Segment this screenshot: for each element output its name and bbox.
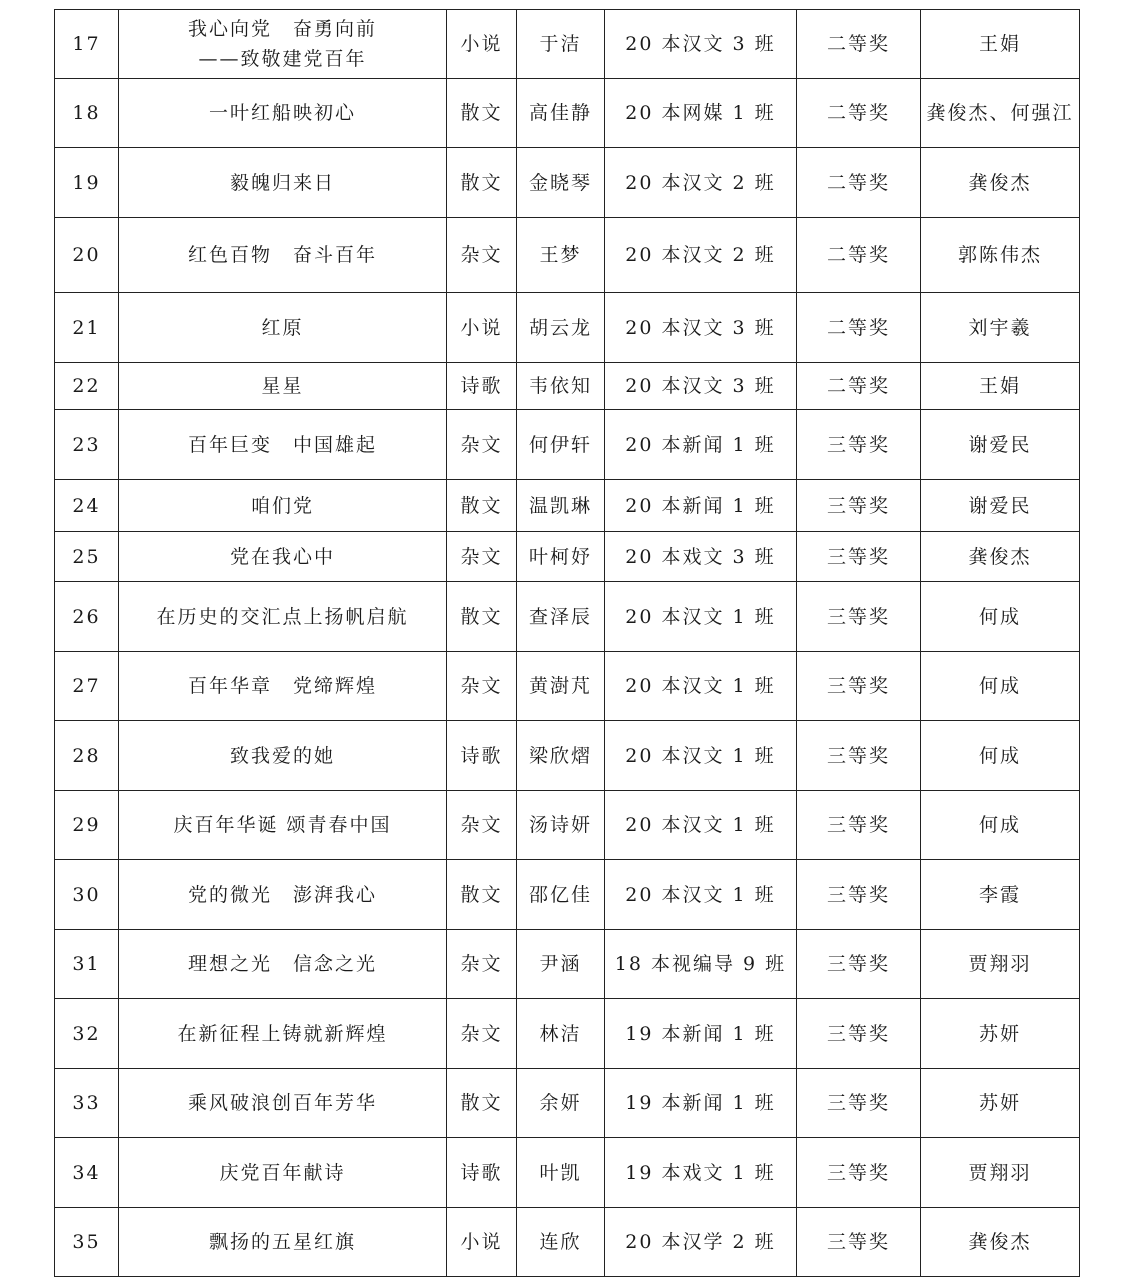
entry-genre: 杂文 bbox=[447, 999, 517, 1069]
entry-class: 20 本汉文 3 班 bbox=[605, 10, 797, 79]
entry-class: 20 本汉文 1 班 bbox=[605, 860, 797, 930]
entry-award: 三等奖 bbox=[797, 652, 921, 721]
entry-title-line: 一叶红船映初心 bbox=[208, 102, 356, 124]
table-row bbox=[55, 860, 1080, 930]
table-row bbox=[55, 293, 1080, 363]
entry-number: 31 bbox=[55, 930, 119, 999]
entry-title bbox=[119, 480, 447, 532]
entry-number: 24 bbox=[55, 480, 119, 532]
entry-award: 三等奖 bbox=[797, 410, 921, 480]
entry-advisor: 贾翔羽 bbox=[921, 930, 1080, 999]
entry-number: 26 bbox=[55, 582, 119, 652]
entry-title-line: ——致敬建党百年 bbox=[198, 48, 367, 70]
entry-number: 35 bbox=[55, 1208, 119, 1277]
entry-title-line: 党的微光 澎湃我心 bbox=[187, 883, 377, 906]
entry-advisor: 贾翔羽 bbox=[921, 1138, 1080, 1208]
table-row bbox=[55, 363, 1080, 410]
entry-title-line: 党在我心中 bbox=[229, 545, 335, 568]
entry-title bbox=[119, 721, 447, 791]
entry-author: 何伊轩 bbox=[517, 410, 605, 480]
entry-genre: 散文 bbox=[447, 860, 517, 930]
entry-genre: 小说 bbox=[447, 10, 517, 79]
entry-advisor: 何成 bbox=[921, 721, 1080, 791]
entry-title bbox=[119, 1069, 447, 1138]
entry-award: 三等奖 bbox=[797, 930, 921, 999]
entry-award: 三等奖 bbox=[797, 1208, 921, 1277]
entry-number: 20 bbox=[55, 218, 119, 293]
entry-title bbox=[119, 79, 447, 148]
table-row bbox=[55, 721, 1080, 791]
table-row bbox=[55, 410, 1080, 480]
entry-author: 高佳静 bbox=[517, 79, 605, 148]
entry-class: 20 本汉文 1 班 bbox=[605, 652, 797, 721]
entry-title bbox=[119, 10, 447, 79]
entry-genre: 杂文 bbox=[447, 652, 517, 721]
table-row bbox=[55, 480, 1080, 532]
entry-title-line: 百年华章 党缔辉煌 bbox=[187, 675, 377, 697]
table-row bbox=[55, 1069, 1080, 1138]
entry-advisor: 龚俊杰、何强江 bbox=[921, 79, 1080, 148]
entry-genre: 杂文 bbox=[447, 791, 517, 860]
table-body bbox=[55, 10, 1080, 1277]
entry-author: 尹涵 bbox=[517, 930, 605, 999]
entry-award: 二等奖 bbox=[797, 218, 921, 293]
entry-title bbox=[119, 1138, 447, 1208]
entry-class: 20 本网媒 1 班 bbox=[605, 79, 797, 148]
entry-advisor: 王娟 bbox=[921, 10, 1080, 79]
entry-title bbox=[119, 999, 447, 1069]
entry-number: 34 bbox=[55, 1138, 119, 1208]
entry-class: 20 本汉文 1 班 bbox=[605, 721, 797, 791]
table-row bbox=[55, 582, 1080, 652]
entry-title bbox=[119, 860, 447, 930]
entry-title bbox=[119, 148, 447, 218]
entry-number: 28 bbox=[55, 721, 119, 791]
entry-advisor: 谢爱民 bbox=[921, 480, 1080, 532]
entry-author: 余妍 bbox=[517, 1069, 605, 1138]
entry-class: 20 本汉文 3 班 bbox=[605, 363, 797, 410]
entry-author: 查泽辰 bbox=[517, 582, 605, 652]
entry-author: 王梦 bbox=[517, 218, 605, 293]
entry-title-line: 理想之光 信念之光 bbox=[187, 953, 377, 975]
entry-award: 二等奖 bbox=[797, 79, 921, 148]
entry-advisor: 何成 bbox=[921, 582, 1080, 652]
entry-number: 33 bbox=[55, 1069, 119, 1138]
entry-genre: 诗歌 bbox=[447, 1138, 517, 1208]
table-row bbox=[55, 1208, 1080, 1277]
entry-author: 金晓琴 bbox=[517, 148, 605, 218]
entry-title bbox=[119, 363, 447, 410]
entry-author: 连欣 bbox=[517, 1208, 605, 1277]
entry-award: 三等奖 bbox=[797, 532, 921, 582]
entry-genre: 散文 bbox=[447, 582, 517, 652]
entry-author: 汤诗妍 bbox=[517, 791, 605, 860]
entry-genre: 散文 bbox=[447, 79, 517, 148]
awards-table bbox=[54, 9, 1080, 1277]
entry-title bbox=[119, 218, 447, 293]
entry-title-line: 红原 bbox=[261, 316, 304, 339]
table-row bbox=[55, 148, 1080, 218]
entry-award: 三等奖 bbox=[797, 860, 921, 930]
entry-class: 20 本戏文 3 班 bbox=[605, 532, 797, 582]
entry-number: 29 bbox=[55, 791, 119, 860]
entry-number: 17 bbox=[55, 10, 119, 79]
entry-award: 三等奖 bbox=[797, 791, 921, 860]
entry-advisor: 谢爱民 bbox=[921, 410, 1080, 480]
entry-title-line: 毅魄归来日 bbox=[229, 171, 335, 194]
entry-title-line: 庆百年华诞 颂青春中国 bbox=[173, 814, 392, 836]
entry-author: 胡云龙 bbox=[517, 293, 605, 363]
entry-title-line: 在新征程上铸就新辉煌 bbox=[177, 1022, 388, 1045]
entry-title bbox=[119, 582, 447, 652]
entry-award: 二等奖 bbox=[797, 148, 921, 218]
entry-genre: 小说 bbox=[447, 293, 517, 363]
entry-advisor: 刘宇羲 bbox=[921, 293, 1080, 363]
table-row bbox=[55, 79, 1080, 148]
entry-advisor: 苏妍 bbox=[921, 999, 1080, 1069]
entry-class: 20 本汉文 1 班 bbox=[605, 791, 797, 860]
entry-genre: 散文 bbox=[447, 480, 517, 532]
entry-award: 二等奖 bbox=[797, 363, 921, 410]
entry-class: 18 本视编导 9 班 bbox=[605, 930, 797, 999]
entry-title-line: 飘扬的五星红旗 bbox=[208, 1231, 356, 1253]
entry-author: 叶凯 bbox=[517, 1138, 605, 1208]
table-row bbox=[55, 218, 1080, 293]
entry-genre: 杂文 bbox=[447, 410, 517, 480]
entry-class: 20 本汉文 3 班 bbox=[605, 293, 797, 363]
entry-title-line: 致我爱的她 bbox=[229, 744, 335, 767]
entry-title bbox=[119, 791, 447, 860]
entry-author: 温凯琳 bbox=[517, 480, 605, 532]
entry-title-line: 星星 bbox=[261, 375, 304, 397]
entry-advisor: 何成 bbox=[921, 791, 1080, 860]
table-row bbox=[55, 999, 1080, 1069]
entry-award: 三等奖 bbox=[797, 721, 921, 791]
entry-title bbox=[119, 1208, 447, 1277]
entry-genre: 散文 bbox=[447, 148, 517, 218]
entry-award: 三等奖 bbox=[797, 999, 921, 1069]
entry-number: 25 bbox=[55, 532, 119, 582]
entry-number: 23 bbox=[55, 410, 119, 480]
table-row bbox=[55, 532, 1080, 582]
entry-class: 20 本汉文 1 班 bbox=[605, 582, 797, 652]
entry-class: 19 本戏文 1 班 bbox=[605, 1138, 797, 1208]
entry-advisor: 龚俊杰 bbox=[921, 148, 1080, 218]
entry-genre: 诗歌 bbox=[447, 721, 517, 791]
entry-advisor: 何成 bbox=[921, 652, 1080, 721]
entry-title-line: 庆党百年献诗 bbox=[219, 1161, 346, 1184]
entry-title-line: 百年巨变 中国雄起 bbox=[187, 433, 377, 456]
entry-title bbox=[119, 410, 447, 480]
entry-advisor: 苏妍 bbox=[921, 1069, 1080, 1138]
entry-genre: 散文 bbox=[447, 1069, 517, 1138]
entry-award: 三等奖 bbox=[797, 582, 921, 652]
entry-title-line: 红色百物 奋斗百年 bbox=[187, 244, 377, 266]
entry-title-line: 在历史的交汇点上扬帆启航 bbox=[156, 605, 409, 628]
entry-advisor: 龚俊杰 bbox=[921, 532, 1080, 582]
entry-class: 20 本汉文 2 班 bbox=[605, 218, 797, 293]
entry-award: 三等奖 bbox=[797, 480, 921, 532]
table-row bbox=[55, 10, 1080, 79]
entry-author: 梁欣熠 bbox=[517, 721, 605, 791]
entry-class: 20 本汉学 2 班 bbox=[605, 1208, 797, 1277]
entry-author: 林洁 bbox=[517, 999, 605, 1069]
entry-title-line: 我心向党 奋勇向前 bbox=[187, 18, 377, 40]
entry-advisor: 郭陈伟杰 bbox=[921, 218, 1080, 293]
entry-advisor: 龚俊杰 bbox=[921, 1208, 1080, 1277]
entry-class: 19 本新闻 1 班 bbox=[605, 1069, 797, 1138]
entry-author: 韦依知 bbox=[517, 363, 605, 410]
entry-number: 22 bbox=[55, 363, 119, 410]
entry-award: 二等奖 bbox=[797, 10, 921, 79]
entry-award: 三等奖 bbox=[797, 1069, 921, 1138]
entry-class: 20 本汉文 2 班 bbox=[605, 148, 797, 218]
entry-genre: 杂文 bbox=[447, 532, 517, 582]
entry-award: 二等奖 bbox=[797, 293, 921, 363]
entry-number: 27 bbox=[55, 652, 119, 721]
table-row bbox=[55, 791, 1080, 860]
entry-class: 20 本新闻 1 班 bbox=[605, 410, 797, 480]
entry-author: 于洁 bbox=[517, 10, 605, 79]
entry-genre: 诗歌 bbox=[447, 363, 517, 410]
entry-number: 30 bbox=[55, 860, 119, 930]
entry-title bbox=[119, 532, 447, 582]
entry-title-line: 乘风破浪创百年芳华 bbox=[187, 1092, 377, 1114]
table-row bbox=[55, 930, 1080, 999]
entry-author: 黄澍芃 bbox=[517, 652, 605, 721]
entry-title-line: 咱们党 bbox=[250, 494, 314, 517]
entry-advisor: 李霞 bbox=[921, 860, 1080, 930]
entry-title bbox=[119, 652, 447, 721]
entry-author: 邵亿佳 bbox=[517, 860, 605, 930]
entry-number: 32 bbox=[55, 999, 119, 1069]
entry-advisor: 王娟 bbox=[921, 363, 1080, 410]
entry-number: 19 bbox=[55, 148, 119, 218]
entry-award: 三等奖 bbox=[797, 1138, 921, 1208]
entry-number: 18 bbox=[55, 79, 119, 148]
entry-number: 21 bbox=[55, 293, 119, 363]
entry-genre: 杂文 bbox=[447, 218, 517, 293]
entry-class: 19 本新闻 1 班 bbox=[605, 999, 797, 1069]
entry-genre: 小说 bbox=[447, 1208, 517, 1277]
entry-title bbox=[119, 293, 447, 363]
entry-title bbox=[119, 930, 447, 999]
entry-class: 20 本新闻 1 班 bbox=[605, 480, 797, 532]
table-row bbox=[55, 1138, 1080, 1208]
entry-author: 叶柯妤 bbox=[517, 532, 605, 582]
entry-genre: 杂文 bbox=[447, 930, 517, 999]
table-row bbox=[55, 652, 1080, 721]
